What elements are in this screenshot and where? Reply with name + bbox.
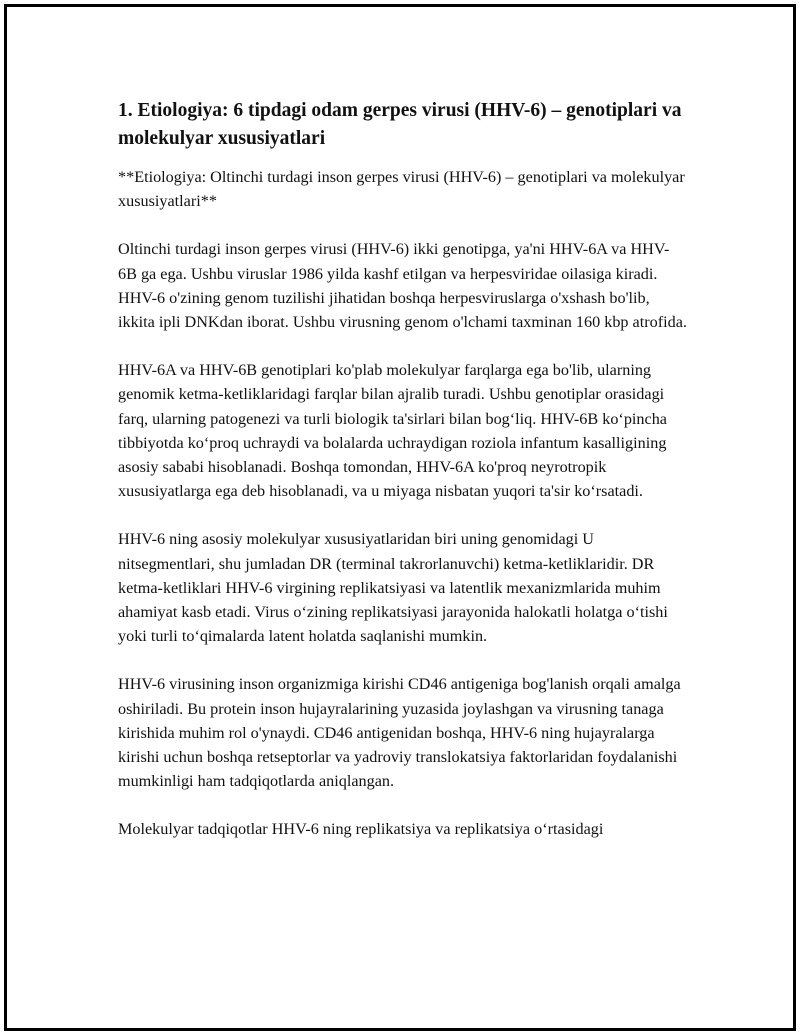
- paragraph-molecular-research: Molekulyar tadqiqotlar HHV-6 ning replikatsiya va replikatsiya o‘rtasidagi: [118, 820, 604, 839]
- paragraph-genotype-differences: HHV-6A va HHV-6B genotiplari ko'plab molekulyar farqlarga ega bo'lib, ularning genomik ketma-ketliklaridagi farqlar bilan ajralib turadi. Ushbu genotiplar orasidagi farq, ularning patogenezi va turli biologik ta'sirlari bilan bog‘liq. HHV-6B ko‘pincha tibbiyotda ko‘proq uchraydi va bolalarda uchraydigan roziola infantum kasalligining asosiy sababi hisoblanadi. Boshqa tomondan, HHV-6A ko'proq neyrotropik xususiyatlarga ega deb hisoblanadi, va u miyaga nisbatan yuqori ta'sir ko‘rsatadi.: [118, 361, 667, 501]
- paragraph-cell-entry: HHV-6 virusining inson organizmiga kirishi CD46 antigeniga bog'lanish orqali amalga oshiriladi. Bu protein inson hujayralarining yuzasida joylashgan va virusning tanaga kirishida muhim rol o'ynaydi. CD46 antigenidan boshqa, HHV-6 ning hujayralarga kirishi uchun boshqa retseptorlar va yadroviy translokatsiya faktorlaridan foydalanishi mumkinligi ham tadqiqotlarda aniqlangan.: [118, 675, 681, 791]
- document-title: 1. Etiologiya: 6 tipdagi odam gerpes virusi (HHV-6) – genotiplari va molekulyar xususiyatlari: [118, 100, 682, 149]
- page-frame: [4, 4, 796, 1031]
- paragraph-molecular-features: HHV-6 ning asosiy molekulyar xususiyatlaridan biri uning genomidagi U nitsegmentlari, shu jumladan DR (terminal takrorlanuvchi) ketma-ketliklaridir. DR ketma-ketliklari HHV-6 virgining replikatsiyasi va latentlik mexanizmlarida muhim ahamiyat kasb etadi. Virus o‘zining replikatsiyasi jarayonida halokatli holatga o‘tishi yoki turli to‘qimalarda latent holatda saqlanishi mumkin.: [118, 530, 668, 646]
- document-body: [118, 97, 688, 842]
- paragraph-heading-repeat: **Etiologiya: Oltinchi turdagi inson gerpes virusi (HHV-6) – genotiplari va molekulyar xususiyatlari**: [118, 168, 685, 211]
- paragraph-genotypes-intro: Oltinchi turdagi inson gerpes virusi (HHV-6) ikki genotipga, ya'ni HHV-6A va HHV-6B ga ega. Ushbu viruslar 1986 yilda kashf etilgan va herpesviridae oilasiga kiradi. HHV-6 o'zining genom tuzilishi jihatidan boshqa herpesviruslarga o'xshash bo'lib, ikkita ipli DNKdan iborat. Ushbu virusning genom o'lchami taxminan 160 kbp atrofida.: [118, 240, 687, 332]
